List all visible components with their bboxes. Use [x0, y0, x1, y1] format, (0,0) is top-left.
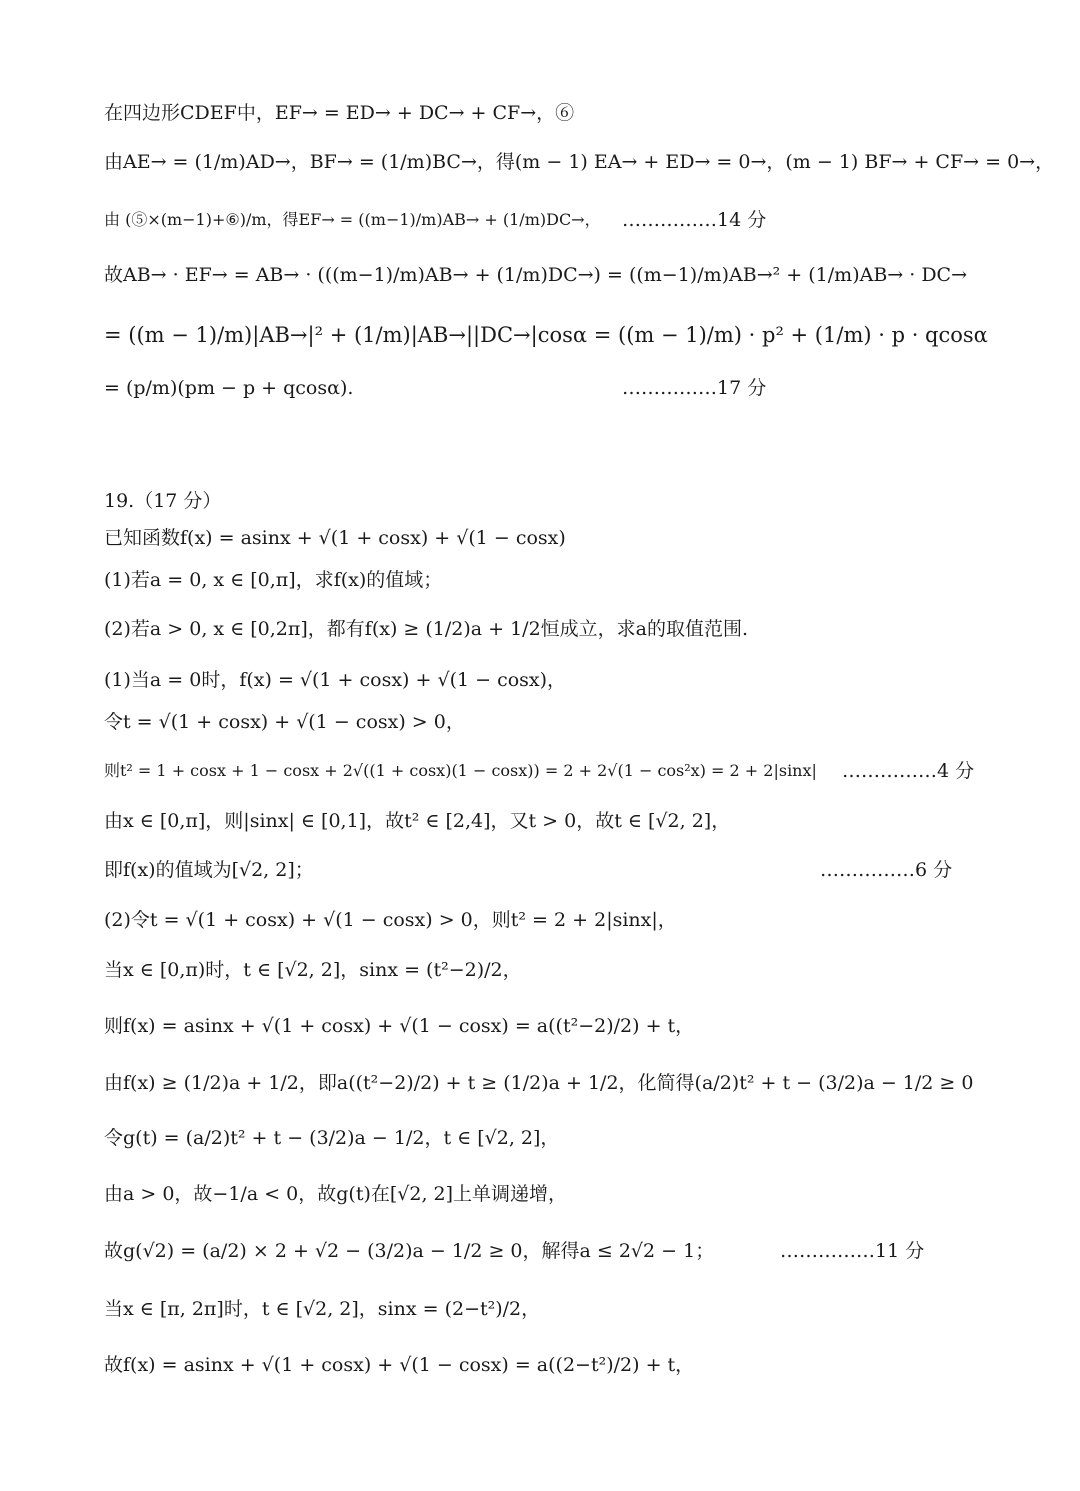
score-6: ……………6 分 [820, 859, 953, 881]
solution-case-2: 当x ∈ [π, 2π]时，t ∈ [√2, 2]，sinx = (2−t²)/2， [104, 1298, 541, 1320]
solution-fx-case-2: 故f(x) = asinx + √(1 + cosx) + √(1 − cosx) = a((2−t²)/2) + t， [104, 1354, 695, 1376]
solution-part-2-start: (2)令t = √(1 + cosx) + √(1 − cosx) > 0，则t² = 2 + 2|sinx|， [104, 909, 677, 931]
problem-part-2: (2)若a > 0, x ∈ [0,2π]，都有f(x) ≥ (1/2)a + 1/2恒成立，求a的取值范围. [104, 618, 749, 640]
score-17: ……………17 分 [622, 377, 767, 399]
solution-monotonic: 由a > 0，故−1/a < 0，故g(t)在[√2, 2]上单调递增， [104, 1183, 568, 1205]
solution-case-1: 当x ∈ [0,π)时，t ∈ [√2, 2]，sinx = (t²−2)/2， [104, 959, 522, 981]
solution-range-result: 即f(x)的值域为[√2, 2]； [104, 859, 314, 881]
solution-part-1-start: (1)当a = 0时，f(x) = √(1 + cosx) + √(1 − cosx)， [104, 669, 567, 691]
line-ae-bf-relations: 由AE→ = (1/m)AD→，BF→ = (1/m)BC→，得(m − 1) EA→ + ED→ = 0→，(m − 1) BF→ + CF→ = 0→， [104, 151, 1055, 173]
solution-inequality: 由f(x) ≥ (1/2)a + 1/2，即a((t²−2)/2) + t ≥ (1/2)a + 1/2，化简得(a/2)t² + t − (3/2)a − 1/2 ≥ 0 [104, 1072, 974, 1094]
solution-g-sqrt2: 故g(√2) = (a/2) × 2 + √2 − (3/2)a − 1/2 ≥ 0，解得a ≤ 2√2 − 1； [104, 1240, 715, 1262]
line-dot-result: = (p/m)(pm − p + qcosα). [104, 377, 354, 399]
problem-part-1: (1)若a = 0, x ∈ [0,π]，求f(x)的值域； [104, 569, 443, 591]
score-4: ……………4 分 [842, 760, 975, 782]
score-14: ……………14 分 [622, 209, 767, 231]
line-dot-expanded: = ((m − 1)/m)|AB→|² + (1/m)|AB→||DC→|cosα = ((m − 1)/m) · p² + (1/m) · p · qcosα [104, 323, 988, 347]
solution-t-squared: 则t² = 1 + cosx + 1 − cosx + 2√((1 + cosx)(1 − cosx)) = 2 + 2√(1 − cos²x) = 2 + 2|sinx| [104, 761, 817, 780]
solution-fx-case-1: 则f(x) = asinx + √(1 + cosx) + √(1 − cosx) = a((t²−2)/2) + t， [104, 1015, 695, 1037]
problem-number: 19.（17 分） [104, 490, 222, 512]
line-ef-derivation: 由 (⑤×(m−1)+⑥)/m，得EF→ = ((m−1)/m)AB→ + (1/m)DC→， [104, 210, 601, 229]
problem-statement: 已知函数f(x) = asinx + √(1 + cosx) + √(1 − cosx) [104, 527, 566, 549]
score-11: ……………11 分 [780, 1240, 925, 1262]
line-quad-cdef: 在四边形CDEF中，EF→ = ED→ + DC→ + CF→，⑥ [104, 102, 575, 124]
solution-let-t: 令t = √(1 + cosx) + √(1 − cosx) > 0， [104, 711, 465, 733]
line-dot-product: 故AB→ · EF→ = AB→ · (((m−1)/m)AB→ + (1/m)DC→) = ((m−1)/m)AB→² + (1/m)AB→ · DC→ [104, 264, 968, 286]
solution-t-range: 由x ∈ [0,π]，则|sinx| ∈ [0,1]，故t² ∈ [2,4]，又t > 0，故t ∈ [√2, 2]， [104, 810, 731, 832]
solution-define-g: 令g(t) = (a/2)t² + t − (3/2)a − 1/2，t ∈ [√2, 2]， [104, 1127, 560, 1149]
